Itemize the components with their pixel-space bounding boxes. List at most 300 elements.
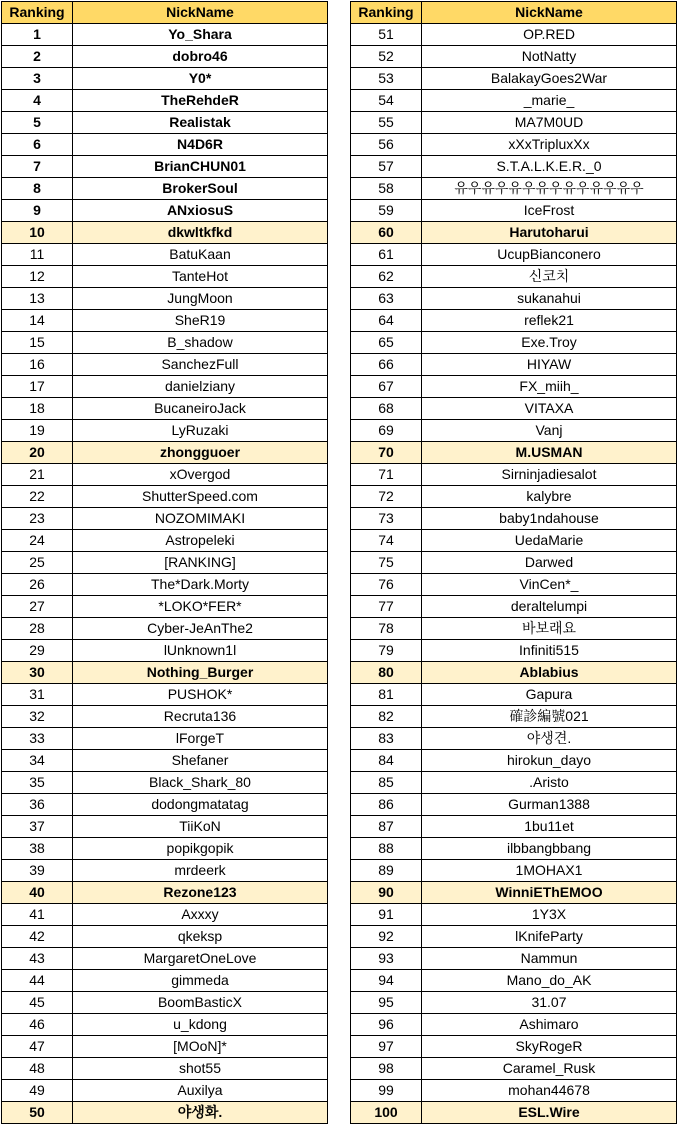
rank-cell: 75 (351, 552, 422, 574)
table-row (351, 310, 677, 332)
rank-cell: 71 (351, 464, 422, 486)
rank-cell: 5 (2, 112, 73, 134)
rank-cell: 32 (2, 706, 73, 728)
nickname-cell: IceFrost (422, 200, 677, 222)
rank-cell: 98 (351, 1058, 422, 1080)
rank-cell: 73 (351, 508, 422, 530)
rank-cell: 10 (2, 222, 73, 244)
table-row (2, 750, 328, 772)
table-row (2, 288, 328, 310)
nickname-cell: 確診編號021 (422, 706, 677, 728)
ranking-table-left (1, 1, 328, 1124)
nickname-cell: mrdeerk (73, 860, 328, 882)
rank-cell: 100 (351, 1102, 422, 1124)
table-row (2, 1080, 328, 1102)
nickname-cell: Caramel_Rusk (422, 1058, 677, 1080)
table-row (351, 222, 677, 244)
table-row (351, 640, 677, 662)
rank-cell: 13 (2, 288, 73, 310)
nickname-cell: UedaMarie (422, 530, 677, 552)
table-row (351, 24, 677, 46)
table-row (351, 574, 677, 596)
rank-cell: 28 (2, 618, 73, 640)
table-row (2, 244, 328, 266)
table-row (351, 266, 677, 288)
table-row (2, 728, 328, 750)
nickname-cell: Axxxy (73, 904, 328, 926)
table-row (2, 552, 328, 574)
nickname-cell: Cyber-JeAnThe2 (73, 618, 328, 640)
ranking-header: Ranking (2, 2, 73, 24)
nickname-cell: 1Y3X (422, 904, 677, 926)
rank-cell: 52 (351, 46, 422, 68)
rank-cell: 65 (351, 332, 422, 354)
nickname-cell: TheRehdeR (73, 90, 328, 112)
ranking-rows-left (2, 24, 328, 1124)
nickname-cell: BalakayGoes2War (422, 68, 677, 90)
nickname-cell: 31.07 (422, 992, 677, 1014)
table-row (2, 156, 328, 178)
nickname-cell: Black_Shark_80 (73, 772, 328, 794)
rank-cell: 96 (351, 1014, 422, 1036)
nickname-cell: WinniEThEMOO (422, 882, 677, 904)
rank-cell: 56 (351, 134, 422, 156)
rank-cell: 19 (2, 420, 73, 442)
rank-cell: 69 (351, 420, 422, 442)
rank-cell: 76 (351, 574, 422, 596)
rank-cell: 41 (2, 904, 73, 926)
rank-cell: 15 (2, 332, 73, 354)
table-row (351, 970, 677, 992)
rank-cell: 29 (2, 640, 73, 662)
table-row (2, 574, 328, 596)
table-row (2, 618, 328, 640)
nickname-cell: M.USMAN (422, 442, 677, 464)
nickname-cell: HIYAW (422, 354, 677, 376)
table-row (2, 134, 328, 156)
rank-cell: 70 (351, 442, 422, 464)
nickname-cell: lUnknown1l (73, 640, 328, 662)
rank-cell: 9 (2, 200, 73, 222)
table-row (351, 68, 677, 90)
nickname-cell: 1MOHAX1 (422, 860, 677, 882)
table-row (351, 486, 677, 508)
table-row (351, 244, 677, 266)
nickname-cell: Nothing_Burger (73, 662, 328, 684)
table-row (2, 354, 328, 376)
nickname-cell: .Aristo (422, 772, 677, 794)
rank-cell: 39 (2, 860, 73, 882)
rank-cell: 82 (351, 706, 422, 728)
rank-cell: 25 (2, 552, 73, 574)
table-row (351, 1036, 677, 1058)
table-row (351, 178, 677, 200)
rank-cell: 95 (351, 992, 422, 1014)
table-row (351, 464, 677, 486)
nickname-cell: 바보래요 (422, 618, 677, 640)
rank-cell: 81 (351, 684, 422, 706)
nickname-cell: ANxiosuS (73, 200, 328, 222)
rank-cell: 40 (2, 882, 73, 904)
rank-cell: 58 (351, 178, 422, 200)
table-row (2, 530, 328, 552)
nickname-cell: kalybre (422, 486, 677, 508)
nickname-cell: Darwed (422, 552, 677, 574)
nickname-cell: ShutterSpeed.com (73, 486, 328, 508)
nickname-cell: TanteHot (73, 266, 328, 288)
ranking-rows-right (351, 24, 677, 1124)
table-row (351, 926, 677, 948)
table-row (2, 398, 328, 420)
nickname-cell: u_kdong (73, 1014, 328, 1036)
nickname-cell: SkyRogeR (422, 1036, 677, 1058)
table-row (351, 684, 677, 706)
nickname-cell: Ashimaro (422, 1014, 677, 1036)
nickname-cell: [RANKING] (73, 552, 328, 574)
nickname-cell: PUSHOK* (73, 684, 328, 706)
rank-cell: 80 (351, 662, 422, 684)
table-row (2, 68, 328, 90)
rank-cell: 91 (351, 904, 422, 926)
nickname-cell: MargaretOneLove (73, 948, 328, 970)
rank-cell: 79 (351, 640, 422, 662)
rank-cell: 49 (2, 1080, 73, 1102)
rank-cell: 31 (2, 684, 73, 706)
nickname-cell: _marie_ (422, 90, 677, 112)
nickname-cell: OP.RED (422, 24, 677, 46)
table-row (351, 1058, 677, 1080)
nickname-cell: Rezone123 (73, 882, 328, 904)
table-row (2, 816, 328, 838)
table-row (351, 662, 677, 684)
table-row (351, 134, 677, 156)
rank-cell: 35 (2, 772, 73, 794)
rank-cell: 55 (351, 112, 422, 134)
rank-cell: 20 (2, 442, 73, 464)
nickname-cell: BrianCHUN01 (73, 156, 328, 178)
header-row (351, 2, 677, 24)
table-row (351, 706, 677, 728)
rank-cell: 61 (351, 244, 422, 266)
table-row (351, 816, 677, 838)
table-row (351, 882, 677, 904)
table-row (2, 24, 328, 46)
table-row (2, 464, 328, 486)
nickname-cell: TiiKoN (73, 816, 328, 838)
rank-cell: 24 (2, 530, 73, 552)
rank-cell: 51 (351, 24, 422, 46)
nickname-header: NickName (422, 2, 677, 24)
table-row (2, 1036, 328, 1058)
rank-cell: 45 (2, 992, 73, 1014)
table-row (351, 46, 677, 68)
rank-cell: 21 (2, 464, 73, 486)
nickname-cell: ESL.Wire (422, 1102, 677, 1124)
rank-cell: 53 (351, 68, 422, 90)
nickname-cell: Sirninjadiesalot (422, 464, 677, 486)
rank-cell: 86 (351, 794, 422, 816)
nickname-cell: NotNatty (422, 46, 677, 68)
rank-cell: 54 (351, 90, 422, 112)
table-row (351, 442, 677, 464)
rank-cell: 33 (2, 728, 73, 750)
table-row (2, 112, 328, 134)
rank-cell: 17 (2, 376, 73, 398)
nickname-cell: NOZOMIMAKI (73, 508, 328, 530)
rank-cell: 47 (2, 1036, 73, 1058)
nickname-cell: UcupBianconero (422, 244, 677, 266)
table-row (351, 508, 677, 530)
table-row (2, 442, 328, 464)
rank-cell: 37 (2, 816, 73, 838)
nickname-cell: gimmeda (73, 970, 328, 992)
nickname-cell: MA7M0UD (422, 112, 677, 134)
nickname-cell: The*Dark.Morty (73, 574, 328, 596)
rank-cell: 2 (2, 46, 73, 68)
rank-cell: 34 (2, 750, 73, 772)
table-row (351, 332, 677, 354)
nickname-cell: Gapura (422, 684, 677, 706)
table-row (351, 728, 677, 750)
rank-cell: 30 (2, 662, 73, 684)
table-row (2, 882, 328, 904)
rank-cell: 60 (351, 222, 422, 244)
nickname-cell: dodongmatatag (73, 794, 328, 816)
rank-cell: 44 (2, 970, 73, 992)
rank-cell: 63 (351, 288, 422, 310)
rank-cell: 23 (2, 508, 73, 530)
nickname-cell: Shefaner (73, 750, 328, 772)
rank-cell: 88 (351, 838, 422, 860)
nickname-cell: FX_miih_ (422, 376, 677, 398)
nickname-cell: Yo_Shara (73, 24, 328, 46)
nickname-cell: LyRuzaki (73, 420, 328, 442)
rank-cell: 43 (2, 948, 73, 970)
table-row (2, 1058, 328, 1080)
table-row (2, 860, 328, 882)
ranking-header: Ranking (351, 2, 422, 24)
nickname-cell: sukanahui (422, 288, 677, 310)
table-row (351, 200, 677, 222)
table-row (351, 596, 677, 618)
rank-cell: 57 (351, 156, 422, 178)
nickname-cell: BoomBasticX (73, 992, 328, 1014)
rank-cell: 72 (351, 486, 422, 508)
table-row (2, 772, 328, 794)
table-row (2, 684, 328, 706)
table-row (351, 156, 677, 178)
nickname-cell: xXxTripluxXx (422, 134, 677, 156)
nickname-cell: S.T.A.L.K.E.R._0 (422, 156, 677, 178)
table-row (2, 486, 328, 508)
table-row (351, 618, 677, 640)
table-row (351, 860, 677, 882)
ranking-table-right (350, 1, 677, 1124)
table-row (2, 266, 328, 288)
nickname-cell: N4D6R (73, 134, 328, 156)
table-row (2, 508, 328, 530)
nickname-cell: dkwltkfkd (73, 222, 328, 244)
rank-cell: 78 (351, 618, 422, 640)
table-row (351, 750, 677, 772)
rank-cell: 66 (351, 354, 422, 376)
nickname-cell: reflek21 (422, 310, 677, 332)
rank-cell: 22 (2, 486, 73, 508)
table-row (2, 1014, 328, 1036)
table-row (2, 794, 328, 816)
rank-cell: 92 (351, 926, 422, 948)
nickname-cell: Vanj (422, 420, 677, 442)
nickname-cell: qkeksp (73, 926, 328, 948)
rank-cell: 84 (351, 750, 422, 772)
rank-cell: 46 (2, 1014, 73, 1036)
rank-cell: 8 (2, 178, 73, 200)
table-row (351, 1080, 677, 1102)
table-row (2, 420, 328, 442)
nickname-cell: deraltelumpi (422, 596, 677, 618)
nickname-cell: JungMoon (73, 288, 328, 310)
nickname-cell: Realistak (73, 112, 328, 134)
rank-cell: 4 (2, 90, 73, 112)
rank-cell: 48 (2, 1058, 73, 1080)
table-row (351, 772, 677, 794)
table-row (351, 90, 677, 112)
table-row (351, 288, 677, 310)
table-row (2, 90, 328, 112)
rank-cell: 26 (2, 574, 73, 596)
nickname-cell: BrokerSoul (73, 178, 328, 200)
table-row (351, 904, 677, 926)
rank-cell: 97 (351, 1036, 422, 1058)
table-row (2, 640, 328, 662)
rank-cell: 11 (2, 244, 73, 266)
nickname-cell: Y0* (73, 68, 328, 90)
rank-cell: 38 (2, 838, 73, 860)
table-row (2, 222, 328, 244)
nickname-cell: Mano_do_AK (422, 970, 677, 992)
table-row (2, 376, 328, 398)
nickname-cell: dobro46 (73, 46, 328, 68)
rank-cell: 93 (351, 948, 422, 970)
table-row (351, 420, 677, 442)
rank-cell: 68 (351, 398, 422, 420)
nickname-cell: zhongguoer (73, 442, 328, 464)
table-row (351, 354, 677, 376)
nickname-cell: [MOoN]* (73, 1036, 328, 1058)
table-row (351, 376, 677, 398)
table-row (2, 178, 328, 200)
nickname-cell: shot55 (73, 1058, 328, 1080)
nickname-cell: *LOKO*FER* (73, 596, 328, 618)
nickname-cell: 1bu11et (422, 816, 677, 838)
rank-cell: 83 (351, 728, 422, 750)
table-row (2, 662, 328, 684)
table-row (351, 530, 677, 552)
rank-cell: 59 (351, 200, 422, 222)
table-row (351, 552, 677, 574)
table-row (2, 310, 328, 332)
nickname-cell: lForgeT (73, 728, 328, 750)
nickname-cell: Auxilya (73, 1080, 328, 1102)
nickname-cell: Exe.Troy (422, 332, 677, 354)
table-row (2, 838, 328, 860)
rank-cell: 18 (2, 398, 73, 420)
table-row (2, 706, 328, 728)
table-row (351, 1014, 677, 1036)
rank-cell: 50 (2, 1102, 73, 1124)
table-row (2, 948, 328, 970)
nickname-cell: Recruta136 (73, 706, 328, 728)
rank-cell: 6 (2, 134, 73, 156)
rank-cell: 42 (2, 926, 73, 948)
table-row (2, 1102, 328, 1124)
table-row (351, 398, 677, 420)
nickname-cell: Gurman1388 (422, 794, 677, 816)
rank-cell: 99 (351, 1080, 422, 1102)
rank-cell: 89 (351, 860, 422, 882)
nickname-cell: lKnifeParty (422, 926, 677, 948)
nickname-cell: SheR19 (73, 310, 328, 332)
nickname-cell: hirokun_dayo (422, 750, 677, 772)
rank-cell: 27 (2, 596, 73, 618)
rank-cell: 62 (351, 266, 422, 288)
rank-cell: 90 (351, 882, 422, 904)
rank-cell: 36 (2, 794, 73, 816)
header-row (2, 2, 328, 24)
rank-cell: 94 (351, 970, 422, 992)
nickname-cell: Nammun (422, 948, 677, 970)
table-row (2, 332, 328, 354)
table-row (351, 948, 677, 970)
nickname-cell: 야생견. (422, 728, 677, 750)
nickname-cell: 야생화. (73, 1102, 328, 1124)
table-row (2, 596, 328, 618)
rank-cell: 7 (2, 156, 73, 178)
rank-cell: 85 (351, 772, 422, 794)
nickname-cell: BucaneiroJack (73, 398, 328, 420)
nickname-cell: Harutoharui (422, 222, 677, 244)
rank-cell: 1 (2, 24, 73, 46)
nickname-cell: B_shadow (73, 332, 328, 354)
table-row (351, 1102, 677, 1124)
rank-cell: 67 (351, 376, 422, 398)
nickname-cell: xOvergod (73, 464, 328, 486)
nickname-cell: danielziany (73, 376, 328, 398)
nickname-cell: ilbbangbbang (422, 838, 677, 860)
nickname-cell: 유우유우유우유우유우유우유우 (422, 178, 677, 200)
table-row (351, 838, 677, 860)
nickname-cell: VinCen*_ (422, 574, 677, 596)
table-row (2, 970, 328, 992)
nickname-cell: mohan44678 (422, 1080, 677, 1102)
rank-cell: 3 (2, 68, 73, 90)
nickname-cell: VITAXA (422, 398, 677, 420)
rank-cell: 74 (351, 530, 422, 552)
nickname-cell: Ablabius (422, 662, 677, 684)
table-row (351, 794, 677, 816)
table-row (2, 46, 328, 68)
rank-cell: 14 (2, 310, 73, 332)
table-row (351, 112, 677, 134)
nickname-cell: SanchezFull (73, 354, 328, 376)
rank-cell: 16 (2, 354, 73, 376)
nickname-cell: baby1ndahouse (422, 508, 677, 530)
rank-cell: 12 (2, 266, 73, 288)
table-row (2, 992, 328, 1014)
table-row (2, 200, 328, 222)
nickname-header: NickName (73, 2, 328, 24)
rank-cell: 87 (351, 816, 422, 838)
